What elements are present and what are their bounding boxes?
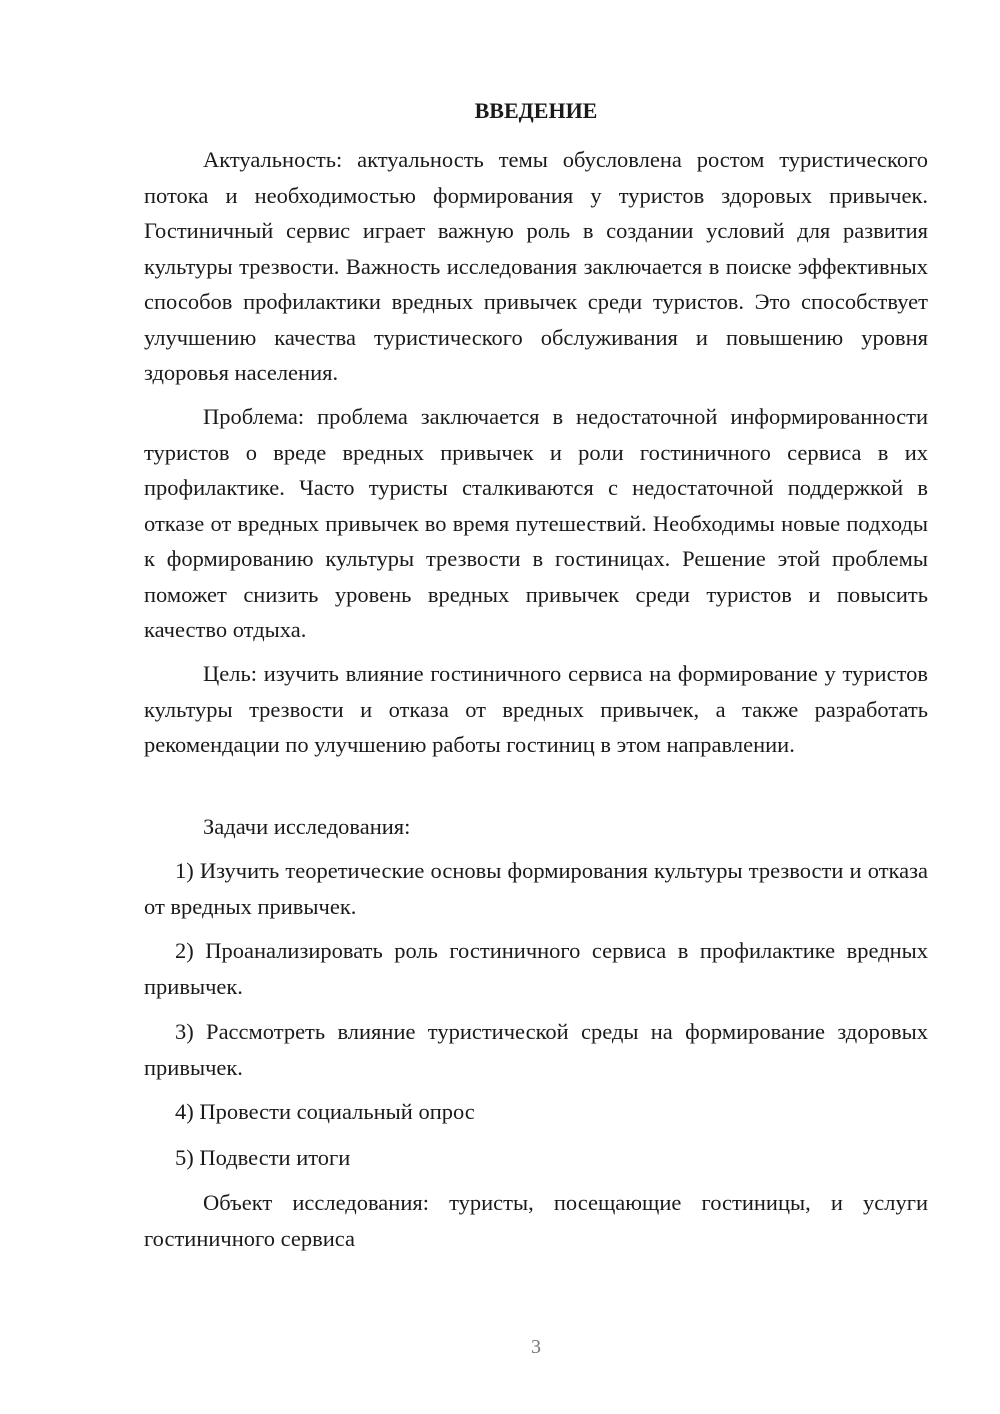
task-item-3: 3) Рассмотреть влияние туристической среды на формирование здоровых привычек. bbox=[144, 1019, 928, 1080]
paragraph-goal: Цель: изучить влияние гостиничного сервиса на формирование у туристов культуры трезвости и отказа от вредных привычек, а также разработать рекомендации по улучшению работы гостиниц в этом направлении. bbox=[144, 661, 928, 757]
document-title: ВВЕДЕНИЕ bbox=[474, 98, 598, 123]
paragraph-object: Объект исследования: туристы, посещающие гостиницы, и услуги гостиничного сервиса bbox=[144, 1190, 928, 1251]
task-item-1: 1) Изучить теоретические основы формирования культуры трезвости и отказа от вредных привычек. bbox=[144, 858, 928, 919]
task-item-2: 2) Проанализировать роль гостиничного сервиса в профилактике вредных привычек. bbox=[144, 938, 928, 999]
paragraph-relevance: Актуальность: актуальность темы обусловлена ростом туристического потока и необходимостью формирования у туристов здоровых привычек. Гостиничный сервис играет важную роль в создании условий для развития культуры трезвости. Важность исследования заключается в поиске эффективных способов профилактики вредных привычек среди туристов. Это способствует улучшению качества туристического обслуживания и повышению уровня здоровья населения. bbox=[144, 147, 928, 385]
paragraph-problem: Проблема: проблема заключается в недостаточной информированности туристов о вреде вредных привычек и роли гостиничного сервиса в их профилактике. Часто туристы сталкиваются с недостаточной поддержкой в отказе от вредных привычек во время путешествий. Необходимы новые подходы к формированию культуры трезвости в гостиницах. Решение этой проблемы поможет снизить уровень вредных привычек среди туристов и повысить качество отдыха. bbox=[144, 404, 928, 642]
task-item-5: 5) Подвести итоги bbox=[175, 1145, 351, 1170]
page-number: 3 bbox=[531, 1336, 541, 1358]
tasks-heading: Задачи исследования: bbox=[203, 814, 411, 839]
task-item-4: 4) Провести социальный опрос bbox=[175, 1099, 475, 1124]
